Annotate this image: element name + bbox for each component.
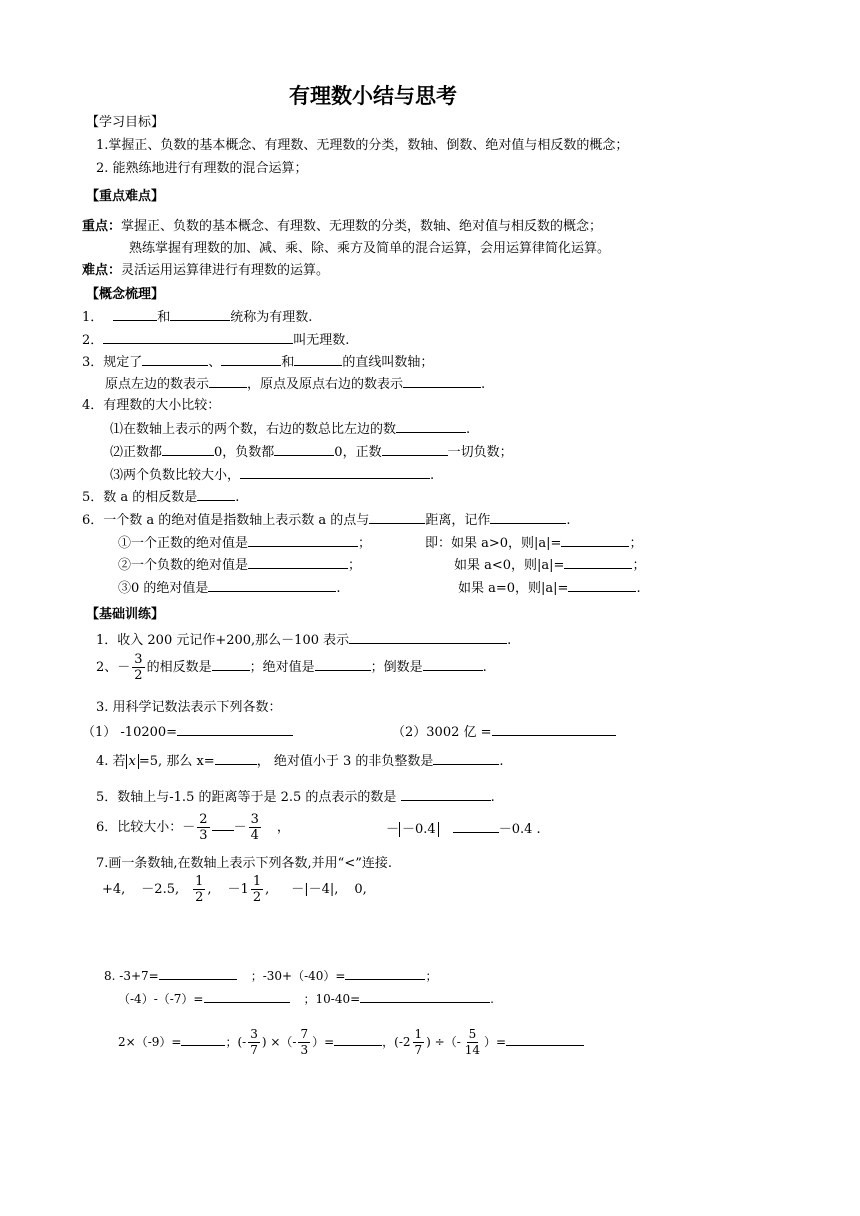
blank[interactable] [274,442,334,456]
key-point-2: 熟练掌握有理数的加、减、乘、除、乘方及简单的混合运算，会用运算律简化运算。 [129,241,611,256]
basic-q4: 4. 若 x =5, 那么 x= ， 绝对值小于 3 的非负整数是 . [96,751,504,771]
key-heading: 【重点难点】 [86,189,165,204]
concept-q4: 4．有理数的大小比较： [82,398,221,413]
concept-q6-r2: ②一个负数的绝对值是 ； [118,555,361,575]
blank[interactable] [360,989,490,1003]
blank[interactable] [209,374,247,388]
concept-q6-r2-right: 如果 a<0，则|a|= ； [454,555,645,575]
blank[interactable] [453,819,499,833]
blank[interactable] [248,555,348,569]
blank[interactable] [142,352,208,366]
goal-item-2: 2. 能熟练地进行有理数的混合运算； [96,161,308,176]
goal-item-1: 1.掌握正、负数的基本概念、有理数、无理数的分类，数轴、倒数、绝对值与相反数的概念； [96,138,629,153]
basic-q9: 2×（-9）= ；(- $\frac{3}{7}$ ) ×（- $\frac{7}{3}$ ）= ，(-2 $\frac{1}{7}$ ) ÷（- $\frac{5}{14}$ ）= [118,1027,584,1058]
blank[interactable] [181,1032,225,1046]
blank[interactable] [506,1032,584,1046]
concept-q3: 3．规定了 、 和 的直线叫数轴； [82,352,433,372]
blank[interactable] [215,751,257,765]
blank[interactable] [221,352,281,366]
blank[interactable] [294,352,342,366]
blank[interactable] [349,630,507,644]
concept-q2: 2． 叫无理数. [82,330,349,350]
blank[interactable] [315,657,371,671]
concept-heading: 【概念梳理】 [86,287,165,302]
basic-q7-numbers: +4, －2.5, $\frac{1}{2}$ , －1 $\frac{1}{2}$ , －|－4|, 0, [102,874,367,905]
concept-q4-2: ⑵正数都 0，负数都 0，正数 一切负数； [110,442,513,462]
blank[interactable] [197,487,235,501]
blank[interactable] [433,751,499,765]
basic-q6: 6．比较大小：－ $\frac{2}{3}$ － $\frac{3}{4}$ ， [96,812,290,843]
blank[interactable] [423,657,483,671]
basic-q5: 5．数轴上与-1.5 的距离等于是 2.5 的点表示的数是 . [96,787,495,807]
blank[interactable] [561,533,629,547]
blank[interactable] [248,533,358,547]
concept-q6-r3-right: 如果 a=0，则|a|= . [458,578,641,598]
concept-q4-1: ⑴在数轴上表示的两个数，右边的数总比左边的数 . [110,419,470,439]
blank[interactable] [334,1032,382,1046]
difficulty: 难点：灵活运用运算律进行有理数的运算。 [82,263,330,278]
blank[interactable] [177,722,293,736]
basic-q3: 3. 用科学记数法表示下列各数： [96,700,282,715]
blank[interactable] [159,966,237,980]
blank[interactable] [240,465,430,479]
blank[interactable] [212,657,250,671]
basic-q7: 7.画一条数轴,在数轴上表示下列各数,并用“<”连接. [96,856,392,871]
concept-q6-r1: ①一个正数的绝对值是 ； [118,533,371,553]
blank[interactable] [492,722,616,736]
blank[interactable] [401,787,491,801]
blank[interactable] [369,510,425,524]
blank[interactable] [396,419,466,433]
concept-q5: 5．数 a 的相反数是 . [82,487,239,507]
concept-q4-3: ⑶两个负数比较大小， . [110,465,434,485]
blank[interactable] [113,307,157,321]
blank[interactable] [103,330,293,344]
blank[interactable] [564,555,632,569]
blank[interactable] [212,817,234,831]
blank[interactable] [162,442,214,456]
basic-q2: 2、－ $\frac{3}{2}$ 的相反数是 ；绝对值是 ；倒数是 . [96,652,487,683]
concept-q6-r1-right: 即：如果 a>0，则|a|= ； [425,533,642,553]
page-title: 有理数小结与思考 [289,84,457,108]
basic-q3a: （1） -10200= [82,722,293,742]
concept-q6-r3: ③0 的绝对值是 . [118,578,341,598]
basic-q8: 8. -3+7= ；-30+（-40）= ； [104,966,437,985]
blank[interactable] [345,966,425,980]
basic-q3b: （2）3002 亿 = [392,722,616,742]
blank[interactable] [490,510,566,524]
basic-heading: 【基础训练】 [86,607,165,622]
blank[interactable] [568,578,636,592]
blank[interactable] [382,442,448,456]
goals-heading: 【学习目标】 [86,115,165,130]
key-point-1: 重点：掌握正、负数的基本概念、有理数、无理数的分类，数轴、绝对值与相反数的概念； [82,219,603,234]
concept-q6: 6．一个数 a 的绝对值是指数轴上表示数 a 的点与 距离，记作 . [82,510,570,530]
basic-q1: 1．收入 200 元记作+200,那么－100 表示 . [96,630,511,650]
basic-q6-right: － －0.4 －0.4 . [386,819,541,839]
concept-q3-line2: 原点左边的数表示 ，原点及原点右边的数表示 . [105,374,485,394]
blank[interactable] [170,307,230,321]
blank[interactable] [403,374,481,388]
basic-q8-line2: （-4）-（-7）= ；10-40= . [118,989,494,1008]
blank[interactable] [208,578,336,592]
blank[interactable] [204,989,290,1003]
concept-q1: 1． 和 统称为有理数. [82,307,312,327]
